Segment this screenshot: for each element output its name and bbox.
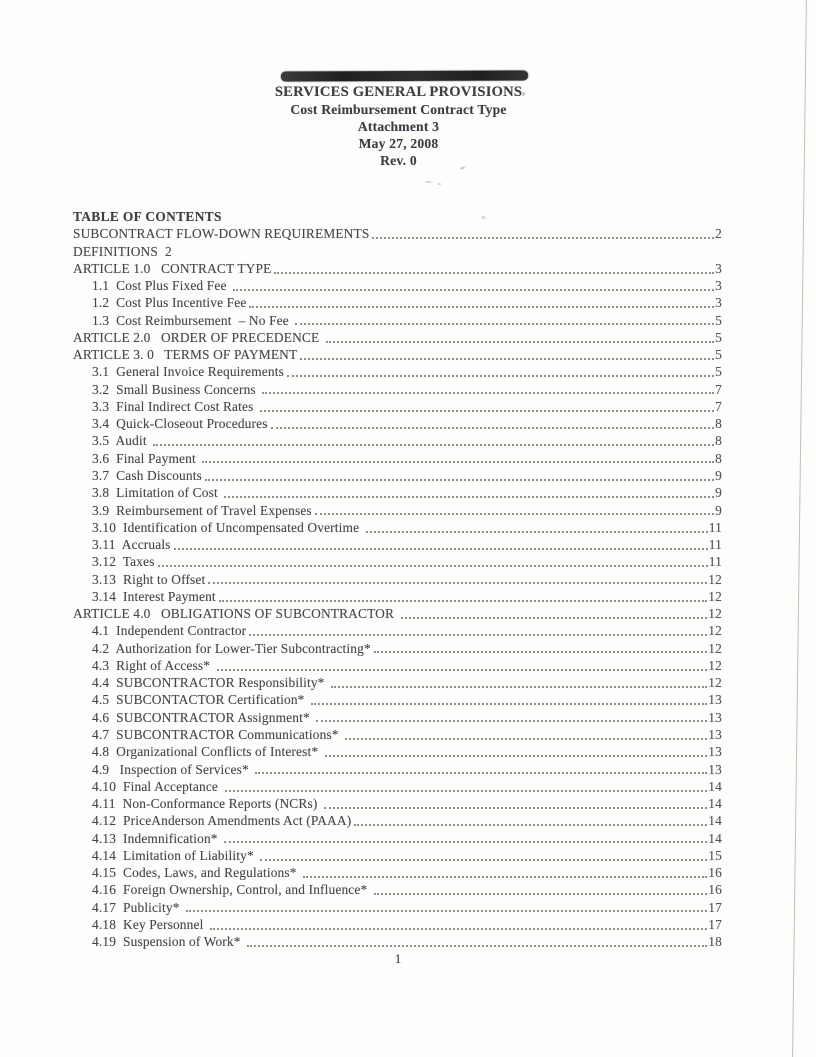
toc-leader-dots (255, 772, 707, 774)
toc-entry-label: 4.11 Non-Conformance Reports (NCRs) (92, 796, 321, 812)
toc-entry-page: 17 (708, 899, 722, 915)
toc-entry (73, 691, 722, 708)
toc-entry (73, 812, 722, 829)
toc-entry (73, 519, 722, 536)
toc-entry-page: 7 (715, 381, 722, 397)
toc-entry-label: 3.6 Final Payment (92, 450, 200, 466)
toc-entry-page: 3 (715, 278, 722, 294)
toc-entry-page: 12 (708, 675, 722, 691)
toc-entry-page: 12 (708, 606, 722, 622)
document-subtitle: Cost Reimbursement Contract Type (290, 102, 507, 117)
toc-entry (73, 415, 722, 432)
toc-entry-page: 16 (708, 882, 722, 898)
toc-entry-page: 8 (715, 450, 722, 466)
toc-entry-page: 11 (708, 554, 722, 570)
toc-leader-dots (374, 651, 707, 653)
toc-entry-label: 4.9 Inspection of Services* (92, 761, 253, 777)
toc-entry (73, 553, 722, 570)
toc-entry-page: 3 (715, 260, 722, 276)
toc-entry (73, 502, 722, 519)
toc-leader-dots (202, 461, 714, 463)
toc-entry-page: 12 (708, 657, 722, 673)
toc-leader-dots (311, 703, 707, 705)
toc-entry-label: 4.17 Publicity* (92, 899, 184, 915)
toc-entry-page: 13 (708, 744, 722, 760)
attachment-line: Attachment 3 (357, 119, 440, 134)
toc-entry (73, 398, 722, 415)
toc-entry-page: 9 (715, 502, 722, 518)
toc-entry (73, 484, 722, 501)
toc-entry (73, 933, 722, 950)
toc-leader-dots (217, 669, 708, 671)
toc-entry (73, 864, 722, 881)
toc-entry (73, 726, 722, 743)
toc-entry-label: SUBCONTRACT FLOW-DOWN REQUIREMENTS (73, 226, 370, 242)
toc-entry-page: 18 (708, 934, 722, 950)
toc-entry-page: 13 (708, 761, 722, 777)
toc-entry-label: 3.4 Quick-Closeout Procedures (92, 416, 268, 432)
toc-entry (73, 432, 722, 449)
document-header (0, 84, 797, 169)
toc-entry-label: 4.3 Right of Access* (92, 657, 214, 673)
toc-entry (73, 536, 722, 553)
toc-entry-page: 16 (708, 865, 722, 881)
toc-entry (73, 381, 722, 398)
toc-entry (73, 674, 722, 691)
toc-leader-dots (316, 720, 707, 722)
toc-entry-label: 4.8 Organizational Conflicts of Interest* (92, 744, 322, 760)
toc-entry-label: 3.7 Cash Discounts (92, 467, 202, 483)
toc-entry-page: 13 (708, 692, 722, 708)
toc-entry-page: 2 (715, 226, 722, 242)
toc-entry-label: 3.5 Audit (92, 433, 151, 449)
toc-entry (73, 277, 722, 294)
toc-leader-dots (287, 375, 714, 377)
toc-entry-page: 14 (708, 830, 722, 846)
toc-leader-dots (249, 634, 707, 636)
toc-entry (73, 329, 722, 346)
toc-entry-label: 4.16 Foreign Ownership, Control, and Influence* (92, 882, 371, 898)
toc-leader-dots (174, 548, 708, 550)
toc-entry-label: 3.2 Small Business Concerns (92, 381, 260, 397)
toc-entry-page: 14 (708, 813, 722, 829)
toc-leader-dots (210, 928, 707, 930)
toc-leader-dots (233, 289, 714, 291)
toc-leader-dots (205, 479, 714, 481)
toc-entry-label: 4.14 Limitation of Liability* (92, 847, 258, 863)
toc-entry-page: 12 (708, 588, 722, 604)
toc-entry-page: 17 (708, 916, 722, 932)
toc-leader-dots (271, 427, 715, 429)
toc-entry (73, 640, 722, 657)
toc-leader-dots (354, 824, 707, 826)
toc-entry-label: 1.3 Cost Reimbursement – No Fee (92, 312, 293, 328)
scan-speckle (425, 181, 432, 183)
toc-leader-dots (260, 410, 714, 412)
toc-entry (73, 294, 722, 311)
toc-entry-label: 3.8 Limitation of Cost (92, 485, 222, 501)
toc-entry-label: 4.13 Indemnification* (92, 830, 222, 846)
toc-leader-dots (315, 513, 714, 515)
toc-leader-dots (219, 600, 708, 602)
toc-entry (73, 467, 722, 484)
toc-entry-label: 4.4 SUBCONTRACTOR Responsibility* (92, 675, 329, 691)
toc-entry-page: 8 (715, 416, 722, 432)
toc-leader-dots (224, 496, 714, 498)
toc-entry-label: DEFINITIONS 2 (73, 243, 172, 259)
toc-entry (73, 830, 722, 847)
toc-entry-page: 14 (708, 778, 722, 794)
scan-speckle (438, 183, 441, 185)
toc-entry (73, 450, 722, 467)
toc-entry (73, 743, 722, 760)
toc-leader-dots (345, 738, 707, 740)
toc-entry (73, 761, 722, 778)
toc-entry-label: 3.9 Reimbursement of Travel Expenses (92, 502, 312, 518)
redaction-bar (281, 70, 528, 81)
toc-entry-label: 4.1 Independent Contractor (92, 623, 247, 639)
toc-entry-label: ARTICLE 2.0 ORDER OF PRECEDENCE (73, 329, 323, 345)
toc-entry-page: 5 (715, 364, 722, 380)
toc-entry-page: 5 (715, 329, 722, 345)
toc-leader-dots (208, 582, 707, 584)
toc-leader-dots (225, 790, 708, 792)
toc-entry-label: 3.13 Right to Offset (92, 571, 206, 587)
toc-leader-dots (224, 841, 707, 843)
toc-leader-dots (324, 807, 707, 809)
toc-entry-label: 4.2 Authorization for Lower-Tier Subcontracting* (92, 640, 371, 656)
toc-entry (73, 225, 722, 242)
toc-entry-label: 3.12 Taxes (92, 554, 155, 570)
toc-entry-label: 3.3 Final Indirect Cost Rates (92, 398, 257, 414)
date-line: May 27, 2008 (358, 136, 439, 151)
toc-entry-label: 4.10 Final Acceptance (92, 778, 222, 794)
toc-entry (73, 346, 722, 363)
toc-entry-page: 9 (715, 485, 722, 501)
toc-entry-page: 11 (708, 537, 722, 553)
toc-leader-dots (325, 755, 708, 757)
toc-entry (73, 622, 722, 639)
toc-heading: TABLE OF CONTENTS (73, 209, 222, 224)
toc-entry-page: 12 (708, 640, 722, 656)
toc-leader-dots (300, 358, 714, 360)
toc-leader-dots (158, 565, 708, 567)
toc-entry-page: 8 (715, 433, 722, 449)
toc-entry-label: ARTICLE 4.0 OBLIGATIONS OF SUBCONTRACTOR (73, 606, 398, 622)
toc-leader-dots (331, 686, 707, 688)
toc-entry-page: 7 (715, 398, 722, 414)
toc-entry (73, 709, 722, 726)
toc-entry-page: 5 (715, 347, 722, 363)
toc-entry-label: 4.6 SUBCONTRACTOR Assignment* (92, 709, 314, 725)
toc-leader-dots (303, 876, 707, 878)
toc-entry-label: ARTICLE 3. 0 TERMS OF PAYMENT (73, 347, 298, 363)
toc-entry-label: 3.14 Interest Payment (92, 588, 216, 604)
toc-entry-page: 11 (708, 519, 722, 535)
toc-leader-dots (262, 392, 714, 394)
toc-entry (73, 363, 722, 380)
table-of-contents (73, 208, 722, 950)
toc-entry (73, 657, 722, 674)
toc-entry-page: 9 (715, 467, 722, 483)
toc-entry-page: 12 (708, 623, 722, 639)
toc-entry-page: 3 (715, 295, 722, 311)
toc-entry-label: 4.19 Suspension of Work* (92, 934, 245, 950)
page-number: 1 (394, 951, 402, 966)
toc-entry (73, 571, 722, 588)
toc-entry (73, 899, 722, 916)
revision-line: Rev. 0 (380, 153, 417, 168)
toc-leader-dots (326, 341, 714, 343)
toc-entry-label: 3.1 General Invoice Requirements (92, 364, 284, 380)
toc-entry-label: 3.10 Identification of Uncompensated Overtime (92, 519, 363, 535)
toc-leader-dots (401, 617, 708, 619)
toc-entry-label: 1.2 Cost Plus Incentive Fee (92, 295, 247, 311)
toc-entry-page: 14 (708, 796, 722, 812)
toc-entry (73, 847, 722, 864)
toc-entry-label: 4.18 Key Personnel (92, 916, 207, 932)
toc-entry-label: ARTICLE 1.0 CONTRACT TYPE (73, 260, 272, 276)
toc-leader-dots (372, 237, 714, 239)
toc-entry-label: 4.15 Codes, Laws, and Regulations* (92, 865, 301, 881)
toc-leader-dots (295, 323, 714, 325)
toc-entry-page: 15 (708, 847, 722, 863)
toc-leader-dots (260, 859, 707, 861)
toc-leader-dots (374, 893, 707, 895)
toc-entry (73, 881, 722, 898)
toc-entry-page: 13 (708, 709, 722, 725)
toc-entry (73, 605, 722, 622)
toc-entry (73, 588, 722, 605)
toc-leader-dots (153, 444, 714, 446)
toc-entry-label: 4.5 SUBCONTACTOR Certification* (92, 692, 309, 708)
toc-entry-page: 12 (708, 571, 722, 587)
toc-entry (73, 916, 722, 933)
toc-leader-dots (274, 272, 714, 274)
toc-leader-dots (366, 531, 708, 533)
toc-entry (73, 312, 722, 329)
toc-entry-page: 5 (715, 312, 722, 328)
toc-entry-label: 4.12 PriceAnderson Amendments Act (PAAA) (92, 813, 352, 829)
toc-entry-page: 13 (708, 726, 722, 742)
toc-list (73, 225, 722, 950)
toc-entry-label: 1.1 Cost Plus Fixed Fee (92, 278, 231, 294)
document-title: SERVICES GENERAL PROVISIONS (274, 84, 523, 100)
toc-entry-label: 3.11 Accruals (92, 537, 171, 553)
toc-entry (73, 795, 722, 812)
toc-leader-dots (186, 910, 707, 912)
toc-entry (73, 260, 722, 277)
toc-entry-label: 4.7 SUBCONTRACTOR Communications* (92, 726, 343, 742)
toc-entry (73, 243, 722, 260)
toc-leader-dots (249, 306, 714, 308)
toc-leader-dots (247, 945, 707, 947)
toc-entry (73, 778, 722, 795)
